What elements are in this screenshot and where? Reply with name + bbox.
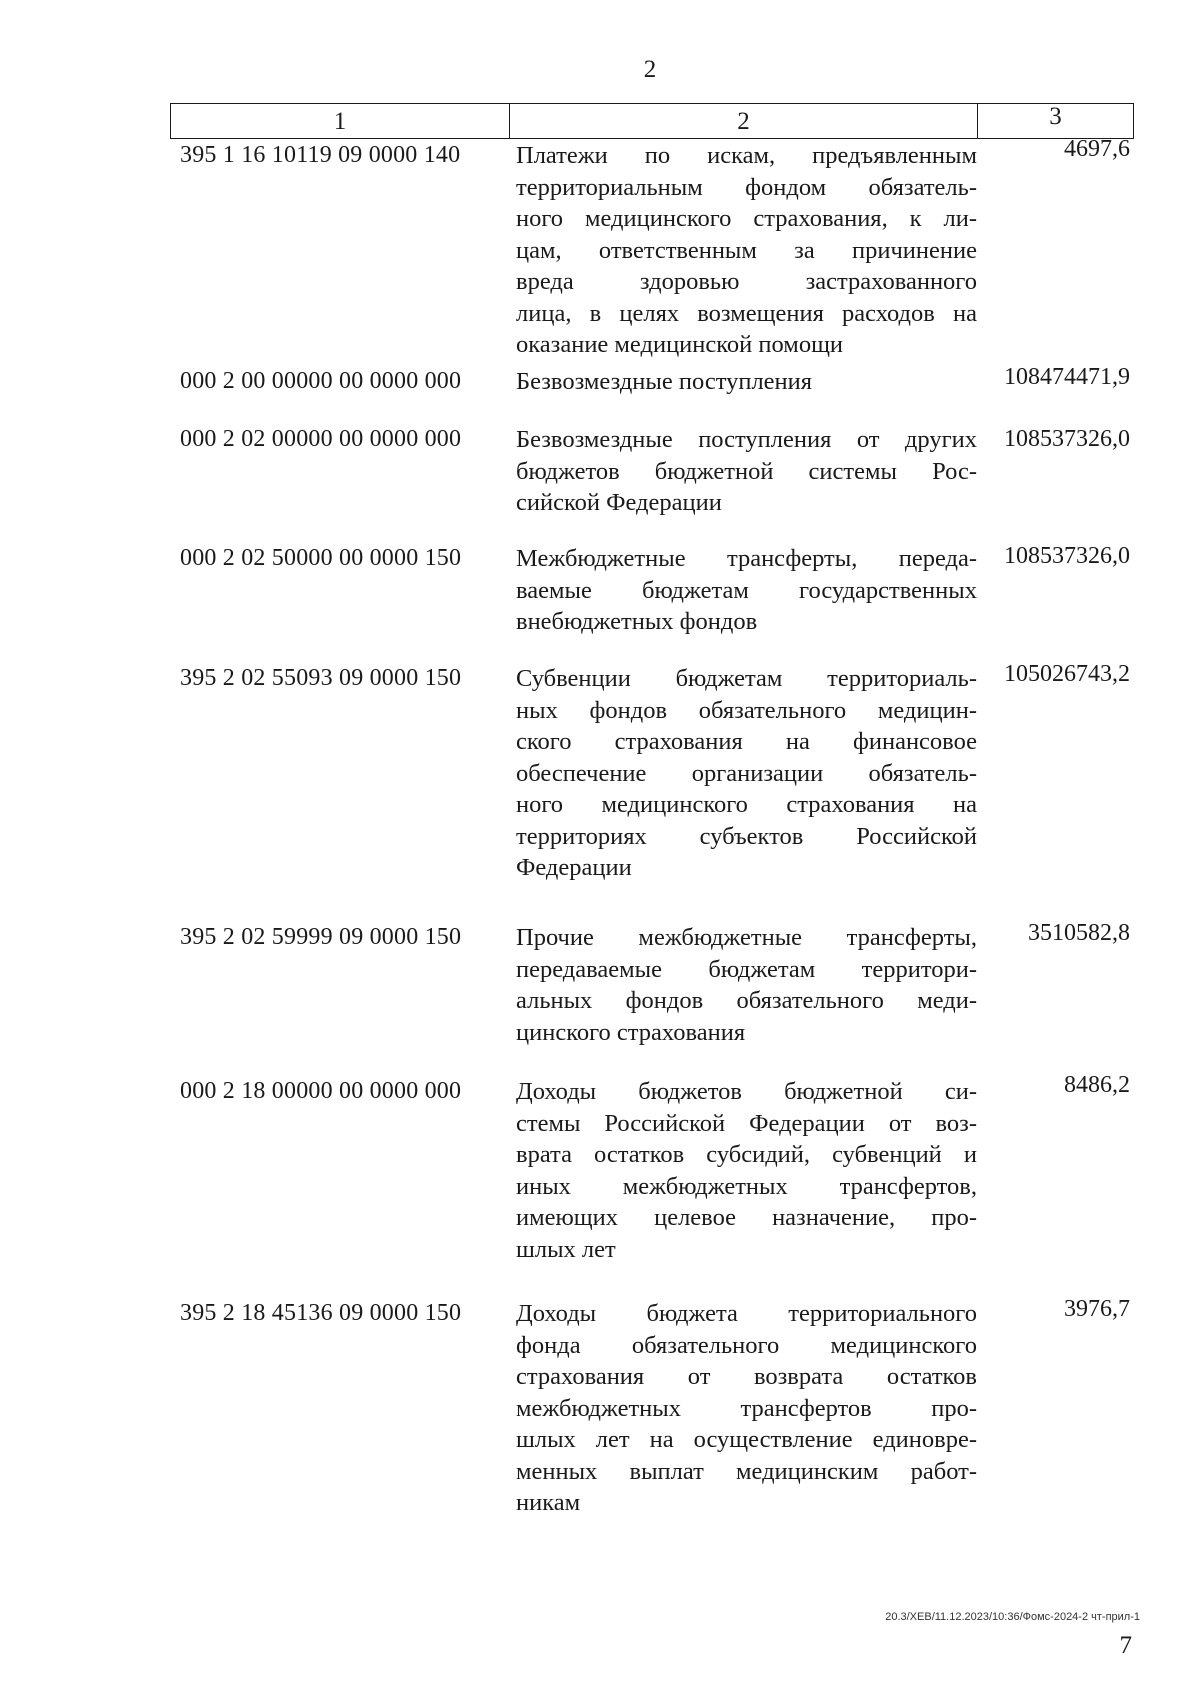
footer-page-number: 7: [1119, 1632, 1132, 1659]
desc-line: ного медицинского страхования, к ли-: [516, 205, 977, 232]
row-description: [516, 543, 977, 638]
desc-line: Субвенции бюджетам территориаль-: [516, 665, 977, 692]
desc-line: альных фондов обязательного меди-: [516, 987, 977, 1014]
desc-line: иных межбюджетных трансфертов,: [516, 1172, 977, 1200]
row-amount: 105026743,2: [1004, 661, 1130, 687]
desc-line: цам, ответственным за причинение: [516, 236, 977, 264]
header-col-2: 2: [510, 104, 978, 138]
row-description: [516, 366, 977, 398]
desc-line: Федерации: [516, 854, 632, 881]
desc-line: вреда здоровью застрахованного: [516, 268, 977, 295]
desc-line: ного медицинского страхования на: [516, 791, 977, 818]
desc-line: ского страхования на финансовое: [516, 728, 977, 755]
row-description: [516, 663, 977, 884]
desc-line: Доходы бюджета территориального: [516, 1300, 977, 1327]
desc-line: бюджетов бюджетной системы Рос-: [516, 457, 977, 485]
desc-line: Прочие межбюджетные трансферты,: [516, 924, 977, 951]
row-code: 000 2 18 00000 00 0000 000: [180, 1078, 462, 1104]
row-description: [516, 922, 977, 1048]
row-description: [516, 1076, 977, 1265]
desc-line: Безвозмездные поступления: [516, 368, 813, 395]
row-description: [516, 140, 977, 361]
desc-line: Платежи по искам, предъявленным: [516, 142, 977, 169]
row-code: 395 2 18 45136 09 0000 150: [180, 1300, 462, 1326]
row-code: 395 2 02 59999 09 0000 150: [180, 924, 462, 950]
desc-line: внебюджетных фондов: [516, 608, 758, 635]
desc-line: страхования от возврата остатков: [516, 1363, 977, 1390]
desc-line: сийской Федерации: [516, 489, 722, 516]
row-amount: 108474471,9: [1004, 364, 1130, 390]
row-code: 000 2 00 00000 00 0000 000: [180, 368, 462, 394]
row-amount: 108537326,0: [1004, 426, 1130, 452]
row-amount: 4697,6: [1064, 136, 1130, 162]
row-code: 000 2 02 00000 00 0000 000: [180, 426, 462, 452]
desc-line: обеспечение организации обязатель-: [516, 759, 977, 787]
desc-line: ваемые бюджетам государственных: [516, 576, 977, 604]
desc-line: территориальным фондом обязатель-: [516, 173, 977, 201]
row-amount: 108537326,0: [1004, 543, 1130, 569]
desc-line: никам: [516, 1489, 581, 1516]
row-description: [516, 1298, 977, 1519]
page-number: 2: [643, 56, 657, 83]
row-code: 395 1 16 10119 09 0000 140: [180, 142, 461, 168]
desc-line: передаваемые бюджетам территори-: [516, 955, 977, 983]
desc-line: межбюджетных трансфертов про-: [516, 1394, 977, 1422]
row-amount: 8486,2: [1064, 1072, 1130, 1098]
desc-line: Межбюджетные трансферты, переда-: [516, 545, 977, 572]
desc-line: Безвозмездные поступления от других: [516, 426, 977, 453]
desc-line: стемы Российской Федерации от воз-: [516, 1109, 977, 1137]
desc-line: оказание медицинской помощи: [516, 331, 844, 358]
desc-line: цинского страхования: [516, 1018, 746, 1046]
desc-line: лица, в целях возмещения расходов на: [516, 299, 977, 327]
document-reference: 20.3/ХЕВ/11.12.2023/10:36/Фомс-2024-2 чт-прил-1: [885, 1611, 1140, 1623]
header-col-3: 3: [1049, 103, 1062, 130]
desc-line: ных фондов обязательного медицин-: [516, 696, 977, 724]
row-code: 395 2 02 55093 09 0000 150: [180, 665, 462, 691]
row-amount: 3976,7: [1064, 1296, 1130, 1322]
desc-line: врата остатков субсидий, субвенций и: [516, 1141, 977, 1168]
desc-line: шлых лет на осуществление единовре-: [516, 1426, 977, 1453]
desc-line: Доходы бюджетов бюджетной си-: [516, 1078, 977, 1105]
header-col-1: 1: [171, 104, 510, 138]
desc-line: фонда обязательного медицинского: [516, 1331, 977, 1359]
desc-line: территориях субъектов Российской: [516, 822, 977, 850]
desc-line: менных выплат медицинским работ-: [516, 1457, 977, 1485]
row-code: 000 2 02 50000 00 0000 150: [180, 545, 462, 571]
row-description: [516, 424, 977, 519]
desc-line: имеющих целевое назначение, про-: [516, 1204, 977, 1231]
desc-line: шлых лет: [516, 1235, 616, 1263]
row-amount: 3510582,8: [1028, 920, 1130, 946]
